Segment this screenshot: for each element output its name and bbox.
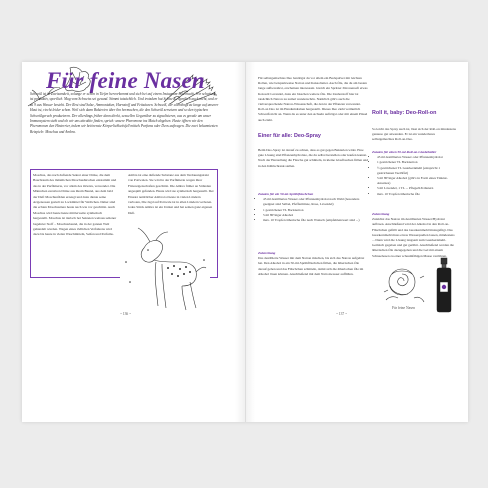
roll-on-ingredients [372, 150, 456, 197]
page-number-right: ~ 137 ~ [336, 312, 348, 316]
spray-preparation-text: Das destillierte Wasser mit dem Natron mischen, bis sich das Natron aufgelöst hat. Den Alkohol in ein 50-ml-Sprühfläschchen füllen, die ätherischen Öle darauf geben und das Fläschchen schütteln, damit sich die ätherischen Öle im Alkohol lösen können. Anschließend mit dem Natronwasser auffüllen. [258, 256, 365, 276]
info-box-ambra: Ambra ist eine duftende Substanz aus dem Verdauungstrakt von Pottwalen. Sie wird in der Parfümerie wegen ihrer Fixiereigenschaften geschätzt. Die Ambra früher an Stränden angespült gefunden. Heute wird sie synthetisch hergestellt. Der Einsatz natürlicher Ambra ist heute in vielen Ländern verboten, Die Jagd auf Pottwale ist in allen Ländern verboten. Jedes Stück Ambra ist ein Unikat und hat seinen ganz eigenen Duft. [128, 173, 214, 215]
ingredient-item: • 45 ml destilliertes Wasser oder Pflanzenhydrolat nach Wahl (besonders geeignet sind Salbei, Pfefferminze, Rose, Lavendel) [263, 197, 368, 207]
ingredient-item: • max. 10 Tropfen ätherische Öle [377, 192, 456, 197]
rose-icon [378, 262, 428, 308]
deo-spray-heading: Einer für alle: Deo-Spray [258, 133, 321, 139]
info-box-moschus: Moschus, das nach duftende Sekret einer Drüse, die dem Bauchraum des männlichen Moschushirschen entstammt und das in der Parfümerie, vor allem des Orients, verwendet. Die Männchen zerstören Drüse aus ihrem Beutel, aus dem bald der Duft Moschusfäden erzeugt und dazu diente seine Artgenossen gezielt zu Lockmittel für Weibchen. Daher sind die echten Moschustiere heute nach wie vor geschützt. Auch Moschus wird heute heute mittlerweile synthetisch hergestellt. Moschus ist tierisch bei Sekreten weitaus seltener begehrter Stoff – Moschusbeutel, die in der ganzen Welt gehandelt wurden. Wegen eines tödlichen Verfahrens wird dazu bis heute in vielen Waschmitteln, Seifen und Parfums. [33, 173, 117, 237]
ingredient-item: • 1 gestrichener TL Backnatron [377, 160, 456, 165]
roll-on-text: So leicht das Spray auch ist, lässt sich der Roll-on mindestens genauso gut anwenden. Er ist ein wunderbares selbstgemachtes Roll-on-Deo. [372, 127, 456, 142]
roll-preparation [372, 212, 456, 260]
ingredient-item: • ½ gestrichener TL Guarkernmehl (entspricht 1 gestrichenen Teelöffel) [377, 166, 456, 176]
roll-on-heading: Roll it, baby: Deo-Roll-on [372, 110, 437, 116]
page-title: Für feine Nasen [46, 68, 205, 93]
intro-paragraph: Schweiß ist in Zweisamkeit, solange er schön in Tiefen hervorkommt und sich bei auf einem Instagram-Bild macht. Wir schwitzen, ist produktiv, sportlich. Mag vom Schweiss sei gesund. Stimmt tatsächlich. Und trotzdem hat Schweiß eigentlich auch nicht, und er zu 9 aus Wasser besteht. Der Rest sind Salze, Ammoniaken, Harnstoff und Fettsäuren. Schweiß, der allerdings zu lange auf unserer Haut ist, riecht leider schon. Weil sich dann Bakterien über ihn hermachen, die den Schweiß zersetzen und so den typischen Schweißgeruch produzieren. Der allerdings früher dann direkt, sexuellen Gegenüber zu signalisieren, aus es gerade um unser Immunsystem steht und ob wir uns attraktiv finden, sprich: unsere Pheromone ins Match abgeben. Heute öffnen wir den Pheromonen den Hinterrier, indem wir betörenste Körperlichkeitsfell mittels Parfums oder Deos auftragen. Die zwei bekanntesten Beispiele: Moschus und Ambra. [30, 92, 219, 134]
ingredient-item: • max. 10 Tropfen ätherische Öle nach Wunsch (empfehlenswert sind ...) [263, 218, 368, 223]
intro-text [30, 92, 220, 136]
fawn-icon [120, 222, 210, 314]
ingredient-item: • 1 gestrichener TL Backnatron [263, 208, 368, 213]
roll-preparation-heading: Zubereitung [372, 212, 390, 216]
gutter [245, 62, 246, 422]
running-head: Für feine Nasen [392, 306, 415, 310]
spray-ingredients-heading: Zutaten für ein 50-ml-Sprühfläschchen [258, 192, 314, 196]
deo-spray-text: Beim Deo-Spray ist darauf zu achten, dass es gut gegen Bakterien wirkt. Eine gute Lösung sind Pflanzenhydrolate, die du selbst herstellen oder kaufen kannst. Nach der Herstellung die Flasche gut schütteln, in kleine Glasflaschen füllen und in den Kühlschrank stellen. [258, 148, 368, 168]
ingredient-item: • 5 ml 80%iger Alkohol (gibt's in Form eines Tinktur-Ansatzes) [377, 176, 456, 186]
ingredient-item: • 45 ml destilliertes Wasser oder Pflanzenhydrolat [377, 155, 456, 160]
ingredient-item: • 5 ml 80%iger Alkohol [263, 213, 368, 218]
ingredient-item: • 5 ml Lavendel, 1 TL ... Pflegeöl/Kräutern [377, 186, 456, 191]
spray-bottle-icon [434, 258, 454, 314]
roll-preparation-text: Zunächst das Natron im destillierten Wasser/Hydrolat auflösen. Anschließend wird der Alkohol in den Roll-on-Fläschchen gefüllt und das Guarkernmehl hinzugefügt. Das Guarkernmehl muss etwas Wasserquellen lassen, mindestens ... Dann wird die Lösung langsam zum Guarkernmehl-Gemisch gegeben und gut gerührt. Anschließend werden die ätherischen Öle dazugegeben und die Gel mit einem Schneebesen zu einer schaumfähigen Masse verrühren. [372, 217, 455, 258]
page-number-left: ~ 136 ~ [120, 312, 132, 316]
roll-ingredients-heading: Zutaten für einen 50-ml-Roll-on-Glasbehälter [372, 150, 437, 154]
spray-preparation [258, 251, 368, 278]
deo-spray-ingredients [258, 192, 368, 223]
deo-intro-text: Für selbstgemachtes Deo benötigst du vor allem ein Backpulver mit leichten Rollen, wie beispielsweise Natron und Kakaobutter. Auch Öle, die du am besten lange aufbewahrst, erscheinen interessant. Gleich ein Spritzer Zitronensaft etwas Kokosöl Lavendel, dazu ein bisschen weitere Öle. Die Zauberstoff hier ist tatsächlich Natron zu zumal wunderschön. Natürlich gibt's auch die vielversprechende Natron-Wissenschaft, die den in der Pflanzen verwendet. Roll-on Deo ist im Handumdrehen hergestellt. Dieses Deo zieht vermutlich Schweiß nicht an. Wenn du es unter den Achseln aufträgst oder mit einem Pinsel auch zieht. [258, 76, 368, 122]
spray-preparation-heading: Zubereitung [258, 251, 276, 255]
